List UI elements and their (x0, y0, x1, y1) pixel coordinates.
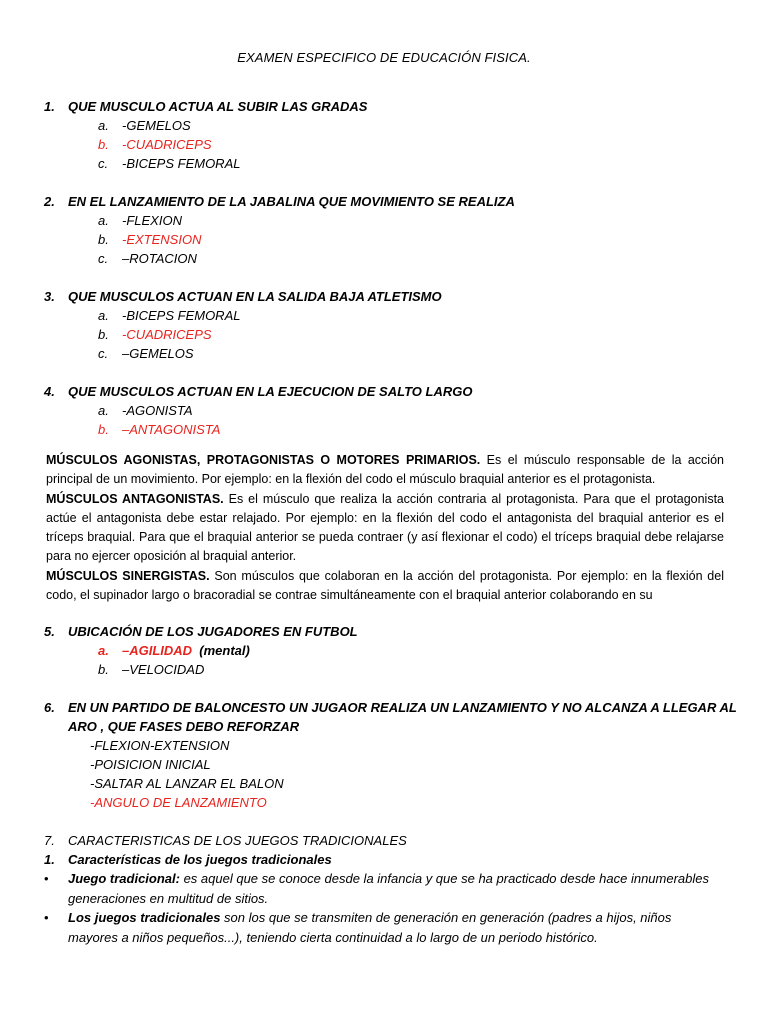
question-text: QUE MUSCULOS ACTUAN EN LA SALIDA BAJA ATLETISMO (68, 289, 442, 304)
question-number: 4. (44, 384, 55, 399)
question-text: QUE MUSCULO ACTUA AL SUBIR LAS GRADAS (68, 99, 368, 114)
question-text: EN UN PARTIDO DE BALONCESTO UN JUGAOR REALIZA UN LANZAMIENTO Y NO ALCANZA A LLEGAR AL (68, 700, 737, 715)
question-number: 6. (44, 700, 55, 715)
definition-sinergistas: MÚSCULOS SINERGISTAS. Son músculos que colaboran en la acción del protagonista. Por ejemplo: en la flexión del codo, el supinador largo o bracoradial se contrae simultáneamente con el braquial anterior colaborando en su (46, 568, 724, 603)
q3-option-b-answer: b. -CUADRICEPS (98, 327, 212, 342)
question-number: 5. (44, 624, 55, 639)
question-2 (44, 192, 515, 211)
question-text: UBICACIÓN DE LOS JUGADORES EN FUTBOL (68, 624, 358, 639)
question-text: CARACTERISTICAS DE LOS JUEGOS TRADICIONALES (68, 833, 407, 848)
q1-option-c: c. -BICEPS FEMORAL (98, 156, 241, 171)
question-number: 7. (44, 833, 55, 848)
q2-option-b-answer: b. -EXTENSION (98, 232, 202, 247)
bullet-icon: • (44, 871, 49, 886)
question-5 (44, 622, 358, 641)
question-6-line-2: ARO , QUE FASES DEBO REFORZAR (68, 719, 300, 734)
question-number: 1. (44, 99, 55, 114)
note-mental: (mental) (199, 643, 250, 658)
question-number: 2. (44, 194, 55, 209)
q6-option-2: -POISICION INICIAL (90, 757, 211, 772)
q2-option-c: c. –ROTACION (98, 251, 197, 266)
question-3 (44, 287, 442, 306)
question-number: 3. (44, 289, 55, 304)
q3-option-c: c. –GEMELOS (98, 346, 194, 361)
q2-option-a: a. -FLEXION (98, 213, 182, 228)
muscle-definitions (46, 451, 724, 605)
definition-antagonistas: MÚSCULOS ANTAGONISTAS. Es el músculo que realiza la acción contraria al protagonista. Para que el protagonista actúe el antagonista debe estar relajado. Por ejemplo: en la flexión del codo el antagonista del braquial anterior es el tríceps braquial. Para que el braquial anterior se pueda contraer (y así flexionar el codo) el tríceps braquial debe relajarse para no ejercer oposición al braquial anterior. (46, 491, 724, 564)
bullet-icon: • (44, 910, 49, 925)
q6-option-1: -FLEXION-EXTENSION (90, 738, 230, 753)
question-4 (44, 382, 472, 401)
question-7-subheading: 1. Características de los juegos tradicionales (44, 852, 332, 867)
q3-option-a: a. -BICEPS FEMORAL (98, 308, 241, 323)
q6-option-3: -SALTAR AL LANZAR EL BALON (90, 776, 284, 791)
definition-agonistas: MÚSCULOS AGONISTAS, PROTAGONISTAS O MOTORES PRIMARIOS. Es el músculo responsable de la acción principal de un movimiento. Por ejemplo: en la flexión del codo el músculo braquial anterior es el protagonista. (46, 453, 724, 487)
bullet-juego-tradicional: • Juego tradicional: es aquel que se conoce desde la infancia y que se ha practicado desde hace innumerables generaciones en multitud de sitios. (44, 871, 709, 906)
q5-option-b: b. –VELOCIDAD (98, 662, 205, 677)
q1-option-b-answer: b. -CUADRICEPS (98, 137, 212, 152)
q1-option-a: a. -GEMELOS (98, 118, 191, 133)
q4-option-a: a. -AGONISTA (98, 403, 193, 418)
page-title: EXAMEN ESPECIFICO DE EDUCACIÓN FISICA. (237, 50, 531, 65)
question-6 (44, 698, 737, 717)
q5-option-a-answer: a. –AGILIDAD (mental) (98, 643, 250, 658)
q4-option-b-answer: b. –ANTAGONISTA (98, 422, 221, 437)
bullet-los-juegos-tradicionales: • Los juegos tradicionales son los que se transmiten de generación en generación (padres a hijos, niños mayores a niños pequeños...), teniendo cierta continuidad a lo largo de un periodo histórico. (44, 910, 672, 945)
q6-option-4-answer: -ANGULO DE LANZAMIENTO (90, 795, 267, 810)
question-7 (44, 831, 407, 850)
question-1 (44, 97, 367, 116)
question-text: EN EL LANZAMIENTO DE LA JABALINA QUE MOVIMIENTO SE REALIZA (68, 194, 515, 209)
question-text: QUE MUSCULOS ACTUAN EN LA EJECUCION DE SALTO LARGO (68, 384, 473, 399)
